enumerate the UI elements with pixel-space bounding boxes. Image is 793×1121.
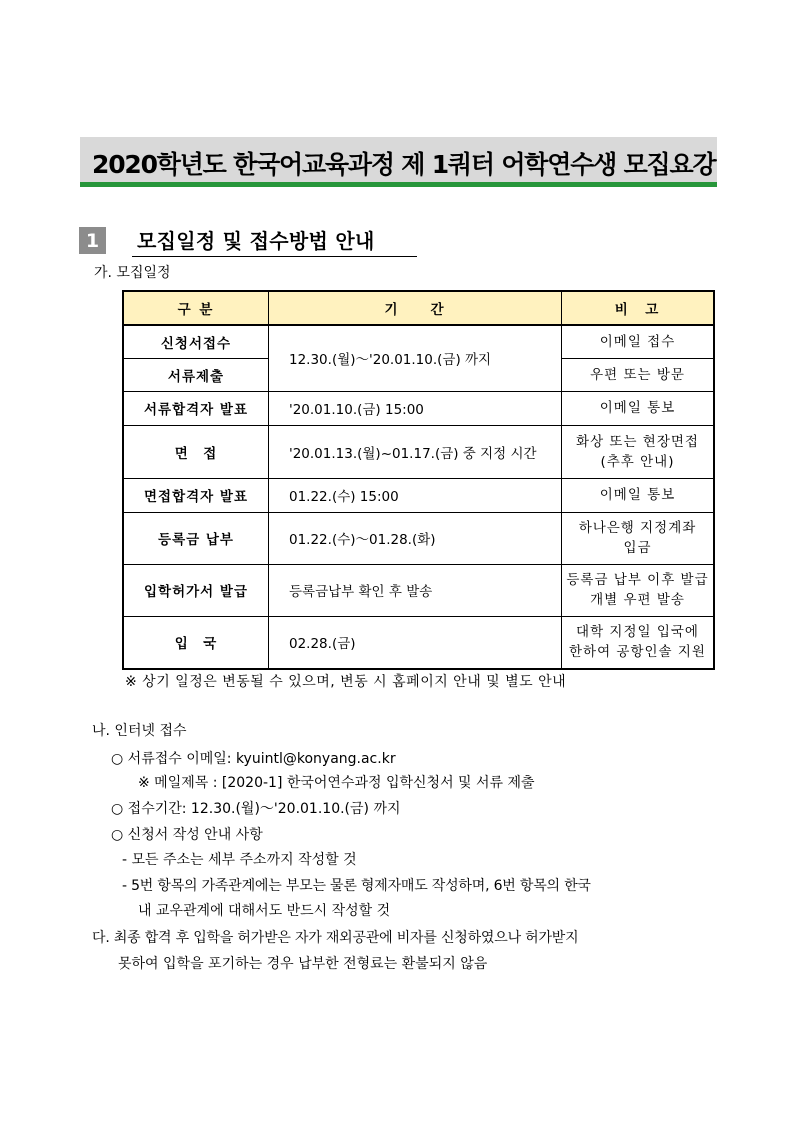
row-period: 01.22.(수)～01.28.(화) — [269, 512, 562, 564]
subsection-c-cont: 못하여 입학을 포기하는 경우 납부한 전형료는 환불되지 않음 — [118, 956, 488, 972]
table-note: ※ 상기 일정은 변동될 수 있으며, 변동 시 홈페이지 안내 및 별도 안내 — [125, 674, 567, 690]
row-category: 서류합격자 발표 — [123, 391, 269, 425]
document-title: 2020학년도 한국어교육과정 제 1쿼터 어학연수생 모집요강 — [92, 150, 716, 179]
row-note: 화상 또는 현장면접 (추후 안내) — [562, 425, 715, 478]
table-row — [123, 478, 714, 512]
guide-line-2-cont: 내 교우관계에 대해서도 반드시 작성할 것 — [138, 903, 391, 919]
section-title: 모집일정 및 접수방법 안내 — [132, 227, 417, 257]
row-category: 서류제출 — [123, 358, 269, 391]
row-period: 01.22.(수) 15:00 — [269, 478, 562, 512]
row-note: 대학 지정일 입국에 한하여 공항인솔 지원 — [562, 616, 715, 669]
table-row — [123, 325, 714, 358]
email-item: ○ 서류접수 이메일: kyuintl@konyang.ac.kr — [111, 751, 396, 767]
row-note: 우편 또는 방문 — [562, 358, 715, 391]
header-note: 비 고 — [562, 291, 715, 325]
row-period: 02.28.(금) — [269, 616, 562, 669]
subsection-c: 다. 최종 합격 후 입학을 허가받은 자가 재외공관에 비자를 신청하였으나 허가받지 — [92, 930, 579, 946]
row-note: 하나은행 지정계좌 입금 — [562, 512, 715, 564]
title-banner — [80, 137, 717, 187]
table-row — [123, 391, 714, 425]
row-period: '20.01.10.(금) 15:00 — [269, 391, 562, 425]
row-note: 이메일 통보 — [562, 478, 715, 512]
guide-line-2: - 5번 항목의 가족관계에는 부모는 물론 형제자매도 작성하며, 6번 항목의 한국 — [122, 878, 591, 894]
header-period: 기 간 — [269, 291, 562, 325]
table-row — [123, 425, 714, 478]
subsection-a: 가. 모집일정 — [94, 265, 171, 281]
row-category: 등록금 납부 — [123, 512, 269, 564]
guide-item: ○ 신청서 작성 안내 사항 — [111, 827, 263, 843]
row-category: 입학허가서 발급 — [123, 564, 269, 616]
table-header-row — [123, 291, 714, 325]
period-item: ○ 접수기간: 12.30.(월)～'20.01.10.(금) 까지 — [111, 801, 401, 817]
table-row — [123, 512, 714, 564]
guide-line-1: - 모든 주소는 세부 주소까지 작성할 것 — [122, 852, 357, 868]
row-period: '20.01.13.(월)~01.17.(금) 중 지정 시간 — [269, 425, 562, 478]
row-period: 12.30.(월)～'20.01.10.(금) 까지 — [269, 325, 562, 391]
row-period: 등록금납부 확인 후 발송 — [269, 564, 562, 616]
subsection-b: 나. 인터넷 접수 — [92, 723, 187, 739]
table-row — [123, 564, 714, 616]
header-category: 구 분 — [123, 291, 269, 325]
section-number: 1 — [79, 227, 106, 254]
title-underline — [80, 182, 717, 187]
row-note: 이메일 접수 — [562, 325, 715, 358]
row-note: 등록금 납부 이후 발급 개별 우편 발송 — [562, 564, 715, 616]
row-category: 입 국 — [123, 616, 269, 669]
table-row — [123, 616, 714, 669]
schedule-table — [122, 290, 715, 670]
row-category: 면접합격자 발표 — [123, 478, 269, 512]
row-note: 이메일 통보 — [562, 391, 715, 425]
email-subject-note: ※ 메일제목 : [2020-1] 한국어연수과정 입학신청서 및 서류 제출 — [138, 775, 535, 791]
row-category: 신청서접수 — [123, 325, 269, 358]
row-category: 면 접 — [123, 425, 269, 478]
